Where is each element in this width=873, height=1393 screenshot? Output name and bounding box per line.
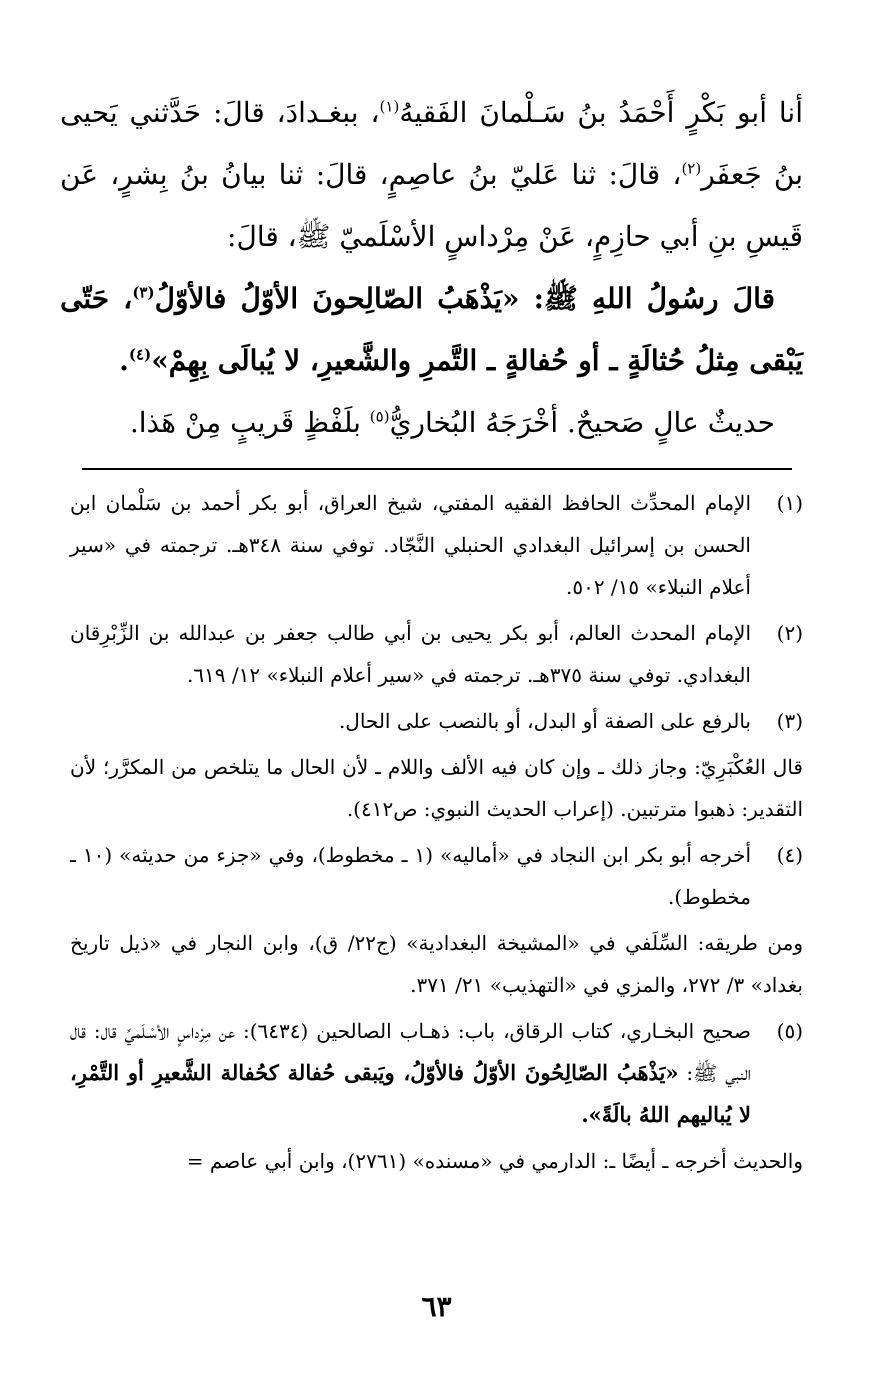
hadith-intro: قالَ رسُولُ اللهِ ﷺ: «يَذْهَبُ الصّالِحونَ الأوّلُ فالأوّلُ [154, 282, 775, 315]
footnote-number: (٥) [776, 1019, 803, 1043]
footnote-3 [70, 700, 803, 742]
footnotes-section [70, 482, 803, 1186]
footnote-text: الإمام المحدِّث الحافظ الفقيه المفتي، شيخ العراق، أبو بكر أحمد بن سَلْمان ابن الحسن بن إسرائيل البغدادي الحنبلي النَّجّاد. توفي سنة ٣٤٨هـ. ترجمته في «سير أعلام النبلاء» ١٥/ ٥٠٢. [70, 491, 751, 599]
footnote-ref-5[interactable]: (٥) [369, 407, 390, 426]
footnote-5-continuation: والحديث أخرجه ـ أيضًا ـ: الدارمي في «مسنده» (٢٧٦١)، وابن أبي عاصم = [186, 1149, 803, 1173]
footnote-text: أخرجه أبو بكر ابن النجاد في «أماليه» (١ ـ مخطوط)، وفي «جزء من حديثه» (١٠ ـ مخطوط). [70, 843, 752, 909]
footnote-number: (٢) [776, 621, 803, 645]
footnote-text: الإمام المحدث العالم، أبو بكر يحيى بن أبي طالب جعفر بن عبدالله بن الزِّبْرِقان البغدادي. توفي سنة ٣٧٥هـ. ترجمته في «سير أعلام النبلاء» ١٢/ ٦١٩. [70, 621, 751, 687]
hadith-end: . [119, 344, 129, 377]
footnote-ref-1[interactable]: (١) [379, 97, 400, 116]
verdict-text-1: حديثٌ عالٍ صَحيحٌ. أخْرَجَهُ البُخاريُّ [389, 406, 775, 439]
footnote-body [70, 1010, 751, 1136]
footnote-4-continuation: ومن طريقه: السِّلَفي في «المشيخة البغدادية» (ج٢٢/ ق)، وابن النجار في «ذيل تاريخ بغداد» ٣/ ٢٧٢، والمزي في «التهذيب» ٢١/ ٣٧١. [70, 931, 803, 997]
footnote-separator [82, 468, 792, 470]
footnote-ref-4[interactable]: (٤) [128, 345, 152, 364]
verdict-paragraph [60, 392, 803, 454]
footnote-ref-3[interactable]: (٣) [132, 283, 155, 302]
footnote-2 [70, 612, 803, 696]
footnote-number: (١) [776, 491, 803, 515]
isnad-text-3: ، قالَ: ثنا عَليّ بنُ عاصِمٍ، قالَ: ثنا بيانُ بنُ بِشرٍ، عَن قَيسِ بنِ أبي حازِمٍ، عَنْ مِرْداسٍ الأسْلَميّ ﷺ، قالَ: [60, 158, 803, 253]
main-text [60, 82, 803, 454]
hadith-paragraph [60, 268, 803, 392]
footnote-ref-2[interactable]: (٢) [681, 159, 702, 178]
isnad-paragraph [60, 82, 803, 268]
footnote-5 [70, 1010, 803, 1136]
footnote-text: بالرفع على الصفة أو البدل، أو بالنصب على الحال. [338, 709, 751, 733]
isnad-text-2: ، ببغـدادَ، قالَ: حَدَّثني يَحيى بنُ جَعفَر [60, 96, 803, 191]
isnad-text-1: أنا أبو بَكْرٍ أَحْمَدُ بنُ سَـلْمانَ الفَقيهُ [399, 96, 803, 129]
verdict-text-2: بلَفْظٍ قَريبٍ مِنْ هَذا. [129, 406, 370, 439]
footnote-number: (٣) [776, 709, 803, 733]
footnote-4 [70, 834, 803, 918]
footnote-number: (٤) [776, 843, 803, 867]
footnote-hadith-quote: «يَذْهَبُ الصّالِحُونَ الأوّلُ فالأوّلُ، ويَبقى حُفالة كحُفالة الشَّعيرِ أو التَّمْرِ، لا يُباليهم اللهُ بالَةً». [70, 1060, 751, 1127]
footnote-text: صحيح البخـاري، كتاب الرقاق، باب: ذهـاب الصالحين (٦٤٣٤): عن مِرْداسٍ الأسْـلَميِّ قال: قال النبي ﷺ: [70, 1019, 751, 1085]
footnote-1 [70, 482, 803, 608]
footnote-3-continuation: قال العُكْبَرِيّ: وجاز ذلك ـ وإن كان فيه الألف واللام ـ لأن الحال ما يتلخص من المكرَّر؛ لأن التقدير: ذهبوا مترتبين. (إعراب الحديث النبوي: ص٤١٢). [70, 755, 803, 821]
hadith-rest: ، حَتّى يَبْقى مِثلُ حُثالَةٍ ـ أو حُفالةٍ ـ التَّمرِ والشَّعيرِ، لا يُبالَى بِهِمْ» [60, 282, 803, 377]
page-number: ٦٣ [421, 1290, 452, 1323]
